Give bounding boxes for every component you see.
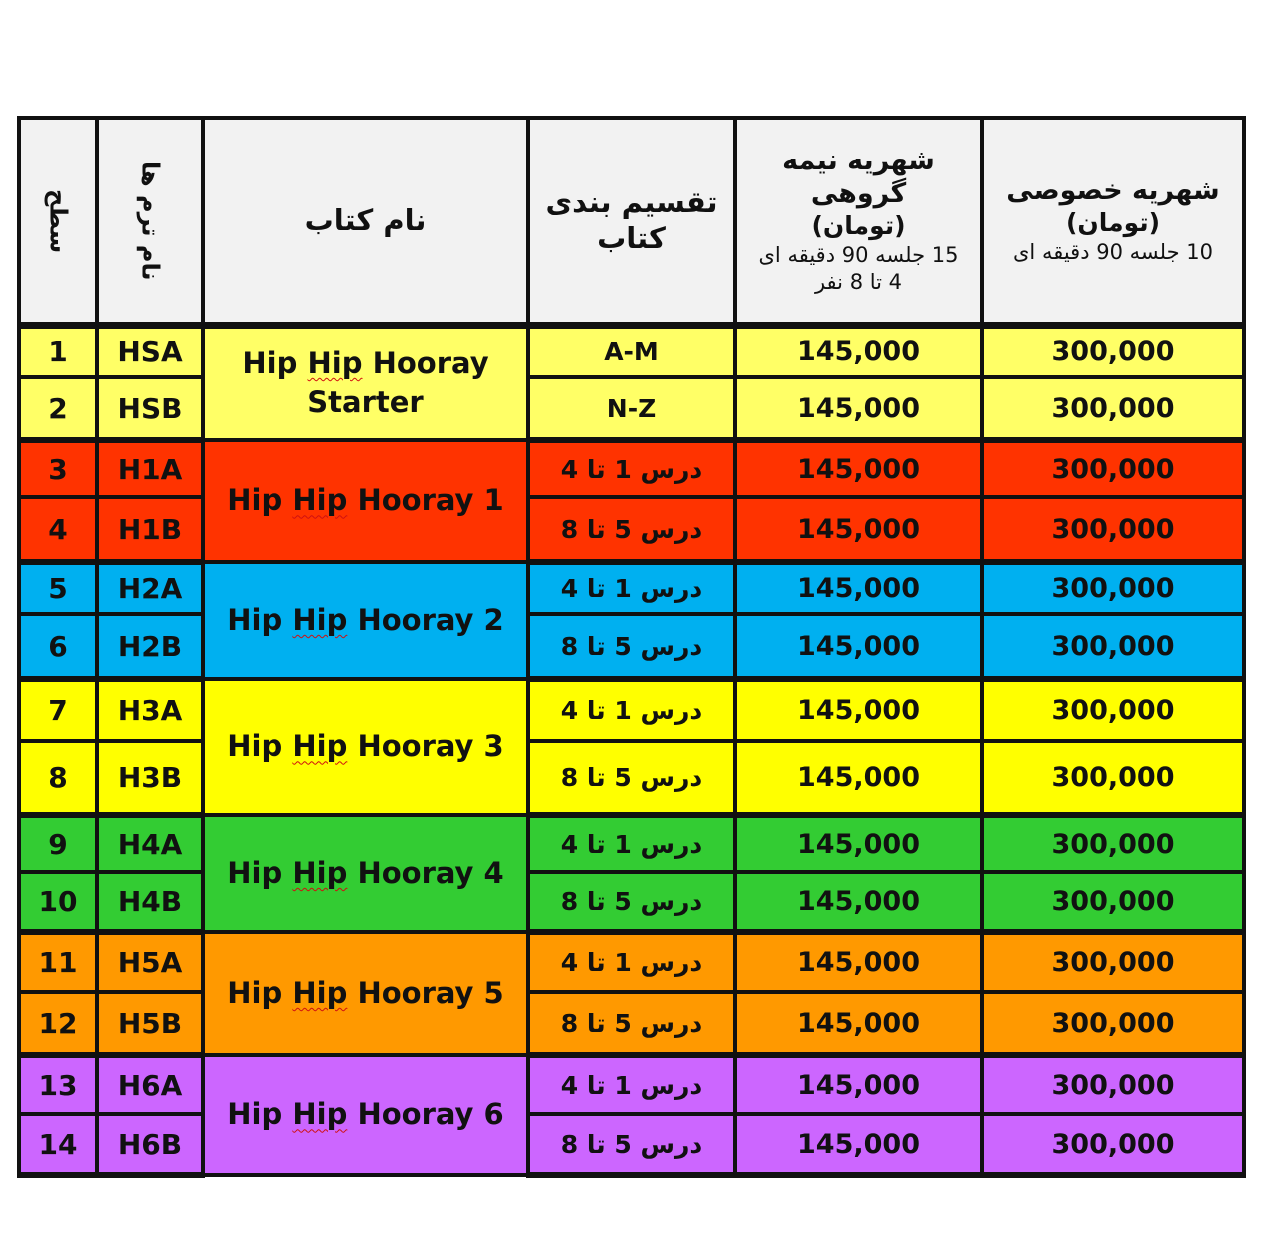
header-book-split-line2: کتاب <box>597 220 666 255</box>
term-code-cell: HSB <box>97 377 203 440</box>
level-cell: 4 <box>19 497 97 562</box>
book-split-cell: درس 1 تا 4 <box>528 932 735 992</box>
header-private-fee-sessions: 10 جلسه 90 دقیقه ای <box>1013 239 1213 264</box>
book-name-cell <box>203 1055 528 1175</box>
book-word-marked: Hip <box>292 602 348 637</box>
table-row <box>19 872 1244 932</box>
book-word: Hip <box>227 483 283 518</box>
header-term-name <box>97 118 203 325</box>
semi-group-fee-cell: 145,000 <box>735 932 982 992</box>
private-fee-cell: 300,000 <box>982 815 1244 872</box>
semi-group-fee-cell: 145,000 <box>735 815 982 872</box>
private-fee-cell: 300,000 <box>982 741 1244 815</box>
table-row <box>19 679 1244 741</box>
private-fee-cell: 300,000 <box>982 872 1244 932</box>
semi-group-fee-cell: 145,000 <box>735 440 982 497</box>
book-word-marked: Hip <box>292 483 348 518</box>
book-word: Hooray 6 <box>357 1097 504 1132</box>
book-word: Hooray 3 <box>357 729 504 764</box>
header-level <box>19 118 97 325</box>
term-code-cell: H2A <box>97 562 203 614</box>
term-code-cell: H1A <box>97 440 203 497</box>
term-code-cell: H5B <box>97 992 203 1055</box>
header-private-fee <box>982 118 1244 325</box>
semi-group-fee-cell: 145,000 <box>735 679 982 741</box>
book-split-cell: N-Z <box>528 377 735 440</box>
book-split-cell: درس 5 تا 8 <box>528 741 735 815</box>
book-word: Hip <box>227 1097 283 1132</box>
header-term-name-label: نام ترم ها <box>136 160 165 281</box>
book-split-cell: درس 1 تا 4 <box>528 440 735 497</box>
term-code-cell: H3B <box>97 741 203 815</box>
private-fee-cell: 300,000 <box>982 679 1244 741</box>
level-cell: 12 <box>19 992 97 1055</box>
book-split-cell: درس 5 تا 8 <box>528 614 735 679</box>
book-word: Hip <box>242 346 298 381</box>
book-word: Hooray 5 <box>357 975 504 1010</box>
table-row <box>19 325 1244 377</box>
level-cell: 8 <box>19 741 97 815</box>
book-split-cell: درس 1 تا 4 <box>528 815 735 872</box>
semi-group-fee-cell: 145,000 <box>735 325 982 377</box>
private-fee-cell: 300,000 <box>982 932 1244 992</box>
term-code-cell: H2B <box>97 614 203 679</box>
header-semi-fee-unit: (تومان) <box>811 211 906 241</box>
semi-group-fee-cell: 145,000 <box>735 872 982 932</box>
table-row <box>19 1055 1244 1114</box>
header-book-name-label: نام کتاب <box>304 203 427 238</box>
term-code-cell: H4A <box>97 815 203 872</box>
semi-group-fee-cell: 145,000 <box>735 614 982 679</box>
book-split-cell: درس 5 تا 8 <box>528 497 735 562</box>
table-row <box>19 440 1244 497</box>
table-row <box>19 932 1244 992</box>
semi-group-fee-cell: 145,000 <box>735 741 982 815</box>
term-code-cell: H4B <box>97 872 203 932</box>
semi-group-fee-cell: 145,000 <box>735 497 982 562</box>
book-name-cell <box>203 440 528 562</box>
header-level-label: سطح <box>44 188 73 253</box>
term-code-cell: H6A <box>97 1055 203 1114</box>
header-book-name <box>203 118 528 325</box>
book-name-cell <box>203 932 528 1055</box>
private-fee-cell: 300,000 <box>982 1114 1244 1175</box>
table-row <box>19 1114 1244 1175</box>
header-semi-group-fee <box>735 118 982 325</box>
book-split-cell: درس 5 تا 8 <box>528 872 735 932</box>
book-word: Hip <box>227 975 283 1010</box>
table-row <box>19 614 1244 679</box>
private-fee-cell: 300,000 <box>982 614 1244 679</box>
header-semi-fee-title: شهریه نیمه گروهی <box>782 145 935 210</box>
book-name-cell <box>203 679 528 815</box>
level-cell: 10 <box>19 872 97 932</box>
book-name-cell <box>203 562 528 679</box>
level-cell: 6 <box>19 614 97 679</box>
semi-group-fee-cell: 145,000 <box>735 1114 982 1175</box>
private-fee-cell: 300,000 <box>982 377 1244 440</box>
level-cell: 2 <box>19 377 97 440</box>
book-split-cell: درس 1 تا 4 <box>528 562 735 614</box>
private-fee-cell: 300,000 <box>982 325 1244 377</box>
term-code-cell: H3A <box>97 679 203 741</box>
book-split-cell: A-M <box>528 325 735 377</box>
book-word: Hooray 4 <box>357 855 504 890</box>
level-cell: 5 <box>19 562 97 614</box>
semi-group-fee-cell: 145,000 <box>735 377 982 440</box>
book-word: Hip <box>227 855 283 890</box>
book-split-cell: درس 5 تا 8 <box>528 1114 735 1175</box>
book-word: Hooray 1 <box>357 483 504 518</box>
price-table <box>17 116 1246 1178</box>
book-split-cell: درس 5 تا 8 <box>528 992 735 1055</box>
private-fee-cell: 300,000 <box>982 440 1244 497</box>
level-cell: 14 <box>19 1114 97 1175</box>
book-split-cell: درس 1 تا 4 <box>528 1055 735 1114</box>
semi-group-fee-cell: 145,000 <box>735 1055 982 1114</box>
table-row <box>19 741 1244 815</box>
private-fee-cell: 300,000 <box>982 562 1244 614</box>
level-cell: 11 <box>19 932 97 992</box>
header-book-split-line1: تقسیم بندی <box>545 185 718 220</box>
book-name-cell <box>203 325 528 440</box>
book-word: Hooray 2 <box>357 602 504 637</box>
table-row <box>19 562 1244 614</box>
table-row <box>19 377 1244 440</box>
term-code-cell: H1B <box>97 497 203 562</box>
term-code-cell: HSA <box>97 325 203 377</box>
table-body <box>19 325 1244 1175</box>
level-cell: 3 <box>19 440 97 497</box>
semi-group-fee-cell: 145,000 <box>735 562 982 614</box>
book-word-marked: Hip <box>292 1097 348 1132</box>
book-word-marked: Hip <box>292 729 348 764</box>
header-private-fee-unit: (تومان) <box>1065 208 1161 238</box>
private-fee-cell: 300,000 <box>982 1055 1244 1114</box>
private-fee-cell: 300,000 <box>982 992 1244 1055</box>
level-cell: 13 <box>19 1055 97 1114</box>
header-book-split <box>528 118 735 325</box>
book-word-marked: Hip <box>292 975 348 1010</box>
book-word: Hooray <box>372 346 489 381</box>
semi-group-fee-cell: 145,000 <box>735 992 982 1055</box>
book-word: Hip <box>227 602 283 637</box>
header-semi-fee-group-size: 4 تا 8 نفر <box>814 269 903 294</box>
book-name-cell <box>203 815 528 932</box>
table-row <box>19 497 1244 562</box>
header-semi-fee-sessions: 15 جلسه 90 دقیقه ای <box>758 242 959 267</box>
level-cell: 9 <box>19 815 97 872</box>
book-word-marked: Hip <box>307 346 363 381</box>
term-code-cell: H5A <box>97 932 203 992</box>
private-fee-cell: 300,000 <box>982 497 1244 562</box>
term-code-cell: H6B <box>97 1114 203 1175</box>
header-private-fee-title: شهریه خصوصی <box>1006 175 1220 207</box>
book-word: Starter <box>307 385 424 420</box>
level-cell: 1 <box>19 325 97 377</box>
book-word-marked: Hip <box>292 855 348 890</box>
level-cell: 7 <box>19 679 97 741</box>
book-word: Hip <box>227 729 283 764</box>
table-row <box>19 992 1244 1055</box>
book-split-cell: درس 1 تا 4 <box>528 679 735 741</box>
table-row <box>19 815 1244 872</box>
